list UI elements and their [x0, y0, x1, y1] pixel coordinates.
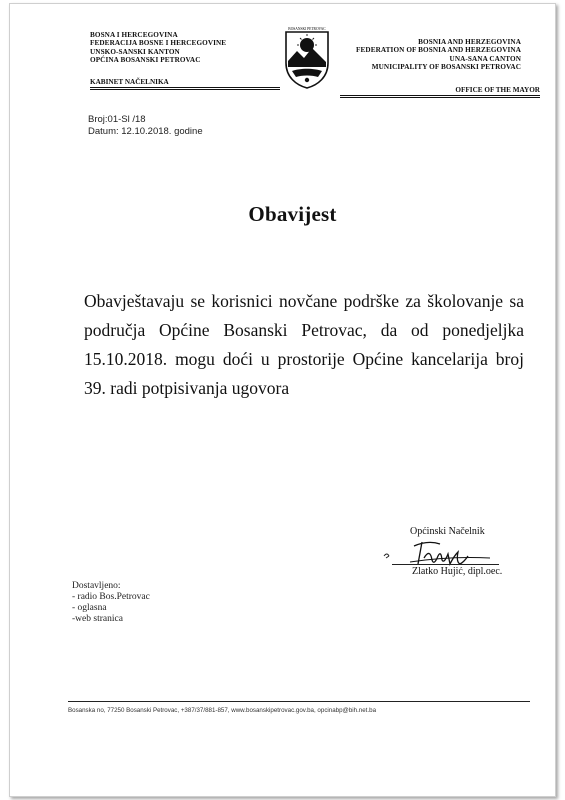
distribution-item: - radio Bos.Petrovac — [72, 592, 150, 602]
office-right-label — [340, 86, 540, 96]
header-right-line: MUNICIPALITY OF BOSANSKI PETROVAC — [371, 63, 521, 72]
header-left-line: FEDERACIJA BOSNE I HERCEGOVINE — [90, 39, 227, 48]
document-title: Obavijest — [248, 202, 337, 226]
office-right-text: OFFICE OF THE MAYOR — [455, 86, 540, 94]
distribution-item: - oglasna — [72, 603, 107, 613]
document-body — [84, 287, 524, 403]
crest-label: BOSANSKI PETROVAC — [288, 27, 326, 31]
distribution-heading: Dostavljeno: — [72, 581, 121, 591]
document-page — [9, 3, 556, 797]
office-left-text: KABINET NAČELNIKA — [90, 78, 169, 86]
header-right-block — [301, 38, 521, 72]
header-left-block — [90, 31, 260, 65]
distribution-item: -web stranica — [72, 614, 123, 624]
header-right-line: FEDERATION OF BOSNIA AND HERZEGOVINA — [356, 46, 521, 55]
office-left-label — [90, 78, 280, 88]
distribution-list — [72, 581, 150, 625]
signature-line — [392, 564, 499, 565]
header-left-line: UNSKO-SANSKI KANTON — [90, 47, 180, 56]
header-left-line: OPĆINA BOSANSKI PETROVAC — [90, 56, 201, 65]
signatory-name: Zlatko Hujić, dipl.oec. — [412, 566, 503, 577]
document-meta — [88, 114, 203, 138]
body-paragraph: Obavještavaju se korisnici novčane podrške za školovanje sa područja Općine Bosanski Petrovac, da od ponedjeljka 15.10.2018. mogu doći u prostorije Općine kancelarija broj 39. radi potpisivanja ugovora — [84, 291, 524, 398]
header-left-line: BOSNA I HERCEGOVINA — [90, 31, 178, 39]
signatory-title: Općinski Načelnik — [410, 526, 485, 537]
document-date: Datum: 12.10.2018. godine — [88, 126, 203, 137]
footer-contact: Bosanska no, 77250 Bosanski Petrovac, +387/37/881-857, www.bosanskipetrovac.gov.ba, opcinabp@bih.net.ba — [68, 707, 377, 714]
header-right-line: UNA-SANA CANTON — [449, 54, 521, 63]
reference-number: Broj:01-Sl /18 — [88, 114, 146, 125]
footer-divider — [68, 701, 530, 702]
header-right-line: BOSNIA AND HERZEGOVINA — [418, 38, 521, 46]
